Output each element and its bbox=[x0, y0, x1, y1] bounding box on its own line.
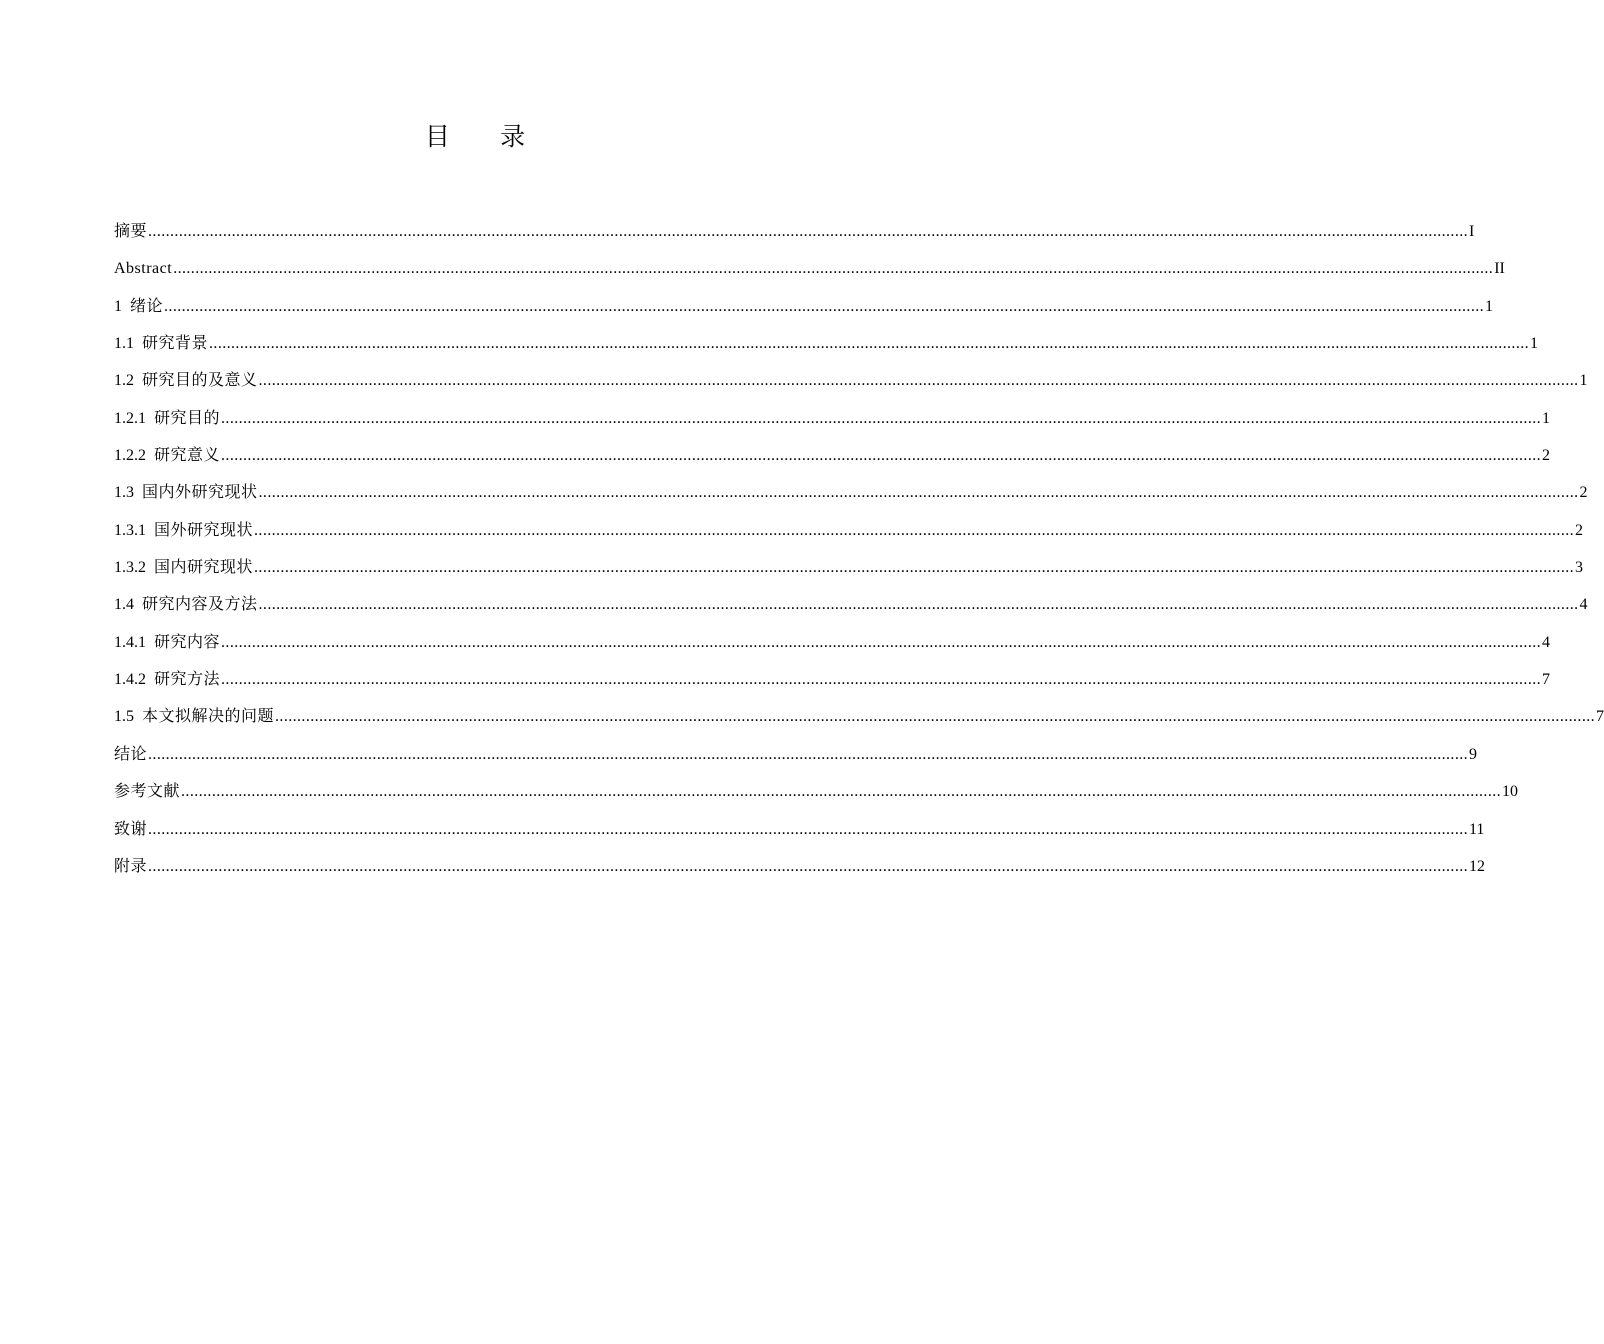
toc-dot-leader: ............................................................................................................................................................................................................................................................................................................ bbox=[258, 484, 1579, 502]
toc-dot-leader: ............................................................................................................................................................................................................................................................................................................ bbox=[181, 783, 1502, 801]
toc-dot-leader: ............................................................................................................................................................................................................................................................................................................ bbox=[148, 857, 1469, 875]
table-of-contents bbox=[114, 213, 1604, 885]
toc-entry[interactable] bbox=[114, 437, 1551, 474]
toc-entry[interactable] bbox=[114, 512, 1584, 549]
toc-entry-title: 致谢 bbox=[114, 820, 148, 838]
toc-entry-title: 研究内容 bbox=[154, 633, 221, 651]
toc-dot-leader: ............................................................................................................................................................................................................................................................................................................ bbox=[221, 633, 1542, 651]
toc-entry-title: 国内外研究现状 bbox=[142, 484, 258, 502]
toc-dot-leader: ............................................................................................................................................................................................................................................................................................................ bbox=[173, 260, 1494, 278]
toc-entry[interactable] bbox=[114, 848, 1486, 885]
toc-entry-title: 研究目的及意义 bbox=[142, 372, 258, 390]
toc-dot-leader: ............................................................................................................................................................................................................................................................................................................ bbox=[258, 596, 1579, 614]
toc-entry[interactable] bbox=[114, 661, 1551, 698]
toc-entry-number: 1.4.2 bbox=[114, 671, 146, 689]
toc-page-number: 7 bbox=[1542, 671, 1551, 689]
toc-entry-number: 1.3.1 bbox=[114, 521, 146, 539]
toc-entry[interactable] bbox=[114, 474, 1588, 511]
toc-entry-number: 1.2 bbox=[114, 372, 134, 390]
toc-page-number: 7 bbox=[1596, 708, 1604, 726]
toc-entry-number: 1.3.2 bbox=[114, 559, 146, 577]
toc-page-number: 4 bbox=[1542, 633, 1551, 651]
toc-dot-leader: ............................................................................................................................................................................................................................................................................................................ bbox=[275, 708, 1596, 726]
toc-entry-number: 1.2.1 bbox=[114, 409, 146, 427]
toc-dot-leader: ............................................................................................................................................................................................................................................................................................................ bbox=[254, 559, 1575, 577]
toc-entry-title: 研究内容及方法 bbox=[142, 596, 258, 614]
toc-entry[interactable] bbox=[114, 250, 1505, 287]
toc-dot-leader: ............................................................................................................................................................................................................................................................................................................ bbox=[221, 409, 1542, 427]
toc-entry[interactable] bbox=[114, 288, 1494, 325]
toc-dot-leader: ............................................................................................................................................................................................................................................................................................................ bbox=[254, 521, 1575, 539]
toc-page-number: I bbox=[1469, 223, 1475, 240]
toc-dot-leader: ............................................................................................................................................................................................................................................................................................................ bbox=[221, 447, 1542, 465]
toc-page-number: 12 bbox=[1469, 857, 1486, 875]
toc-page-number: II bbox=[1494, 260, 1505, 278]
toc-entry-title: 研究背景 bbox=[142, 335, 209, 353]
toc-dot-leader: ............................................................................................................................................................................................................................................................................................................ bbox=[148, 745, 1469, 763]
toc-page-number: 1 bbox=[1485, 297, 1494, 315]
toc-page-number: 11 bbox=[1469, 820, 1485, 838]
toc-entry-title: 研究方法 bbox=[154, 671, 221, 689]
toc-page-number: 1 bbox=[1579, 372, 1588, 390]
toc-page-number: 9 bbox=[1469, 745, 1478, 763]
toc-entry-title: Abstract bbox=[114, 260, 173, 278]
toc-entry-number: 1.4.1 bbox=[114, 633, 146, 651]
toc-dot-leader: ............................................................................................................................................................................................................................................................................................................ bbox=[258, 372, 1579, 390]
toc-entry-title: 摘要 bbox=[114, 223, 148, 240]
toc-entry[interactable] bbox=[114, 362, 1588, 399]
toc-entry-title: 研究目的 bbox=[154, 409, 221, 427]
toc-page-number: 1 bbox=[1530, 335, 1539, 353]
toc-entry[interactable] bbox=[114, 400, 1551, 437]
toc-entry-number: 1.2.2 bbox=[114, 447, 146, 465]
toc-page-number: 10 bbox=[1502, 783, 1519, 801]
toc-entry-number: 1.1 bbox=[114, 335, 134, 353]
toc-entry[interactable] bbox=[114, 811, 1485, 848]
toc-entry[interactable] bbox=[114, 624, 1551, 661]
toc-entry[interactable] bbox=[114, 773, 1519, 810]
toc-entry[interactable] bbox=[114, 736, 1478, 773]
toc-page-number: 3 bbox=[1575, 559, 1584, 577]
toc-entry-title: 研究意义 bbox=[154, 447, 221, 465]
toc-entry-title: 附录 bbox=[114, 857, 148, 875]
toc-page-number: 1 bbox=[1542, 409, 1551, 427]
toc-entry-title: 国外研究现状 bbox=[154, 521, 254, 539]
toc-entry-number: 1.5 bbox=[114, 708, 134, 726]
toc-dot-leader: ............................................................................................................................................................................................................................................................................................................ bbox=[148, 223, 1469, 240]
toc-page-number: 2 bbox=[1542, 447, 1551, 465]
toc-page-number: 2 bbox=[1575, 521, 1584, 539]
toc-page-number: 2 bbox=[1579, 484, 1588, 502]
toc-dot-leader: ............................................................................................................................................................................................................................................................................................................ bbox=[221, 671, 1542, 689]
toc-entry-title: 绪论 bbox=[130, 297, 164, 315]
toc-entry-number: 1 bbox=[114, 297, 122, 315]
toc-entry[interactable] bbox=[114, 325, 1539, 362]
toc-entry-number: 1.3 bbox=[114, 484, 134, 502]
toc-entry[interactable] bbox=[114, 549, 1584, 586]
toc-entry-title: 参考文献 bbox=[114, 783, 181, 801]
toc-entry-title: 国内研究现状 bbox=[154, 559, 254, 577]
toc-entry-title: 结论 bbox=[114, 745, 148, 763]
toc-dot-leader: ............................................................................................................................................................................................................................................................................................................ bbox=[164, 297, 1485, 315]
toc-entry[interactable] bbox=[114, 213, 1475, 250]
toc-entry-title: 本文拟解决的问题 bbox=[142, 708, 275, 726]
toc-entry-number: 1.4 bbox=[114, 596, 134, 614]
toc-dot-leader: ............................................................................................................................................................................................................................................................................................................ bbox=[209, 335, 1530, 353]
toc-entry[interactable] bbox=[114, 586, 1588, 623]
toc-dot-leader: ............................................................................................................................................................................................................................................................................................................ bbox=[148, 820, 1469, 838]
toc-page-number: 4 bbox=[1579, 596, 1588, 614]
page-title: 目 录 bbox=[424, 124, 548, 151]
toc-entry[interactable] bbox=[114, 698, 1604, 735]
